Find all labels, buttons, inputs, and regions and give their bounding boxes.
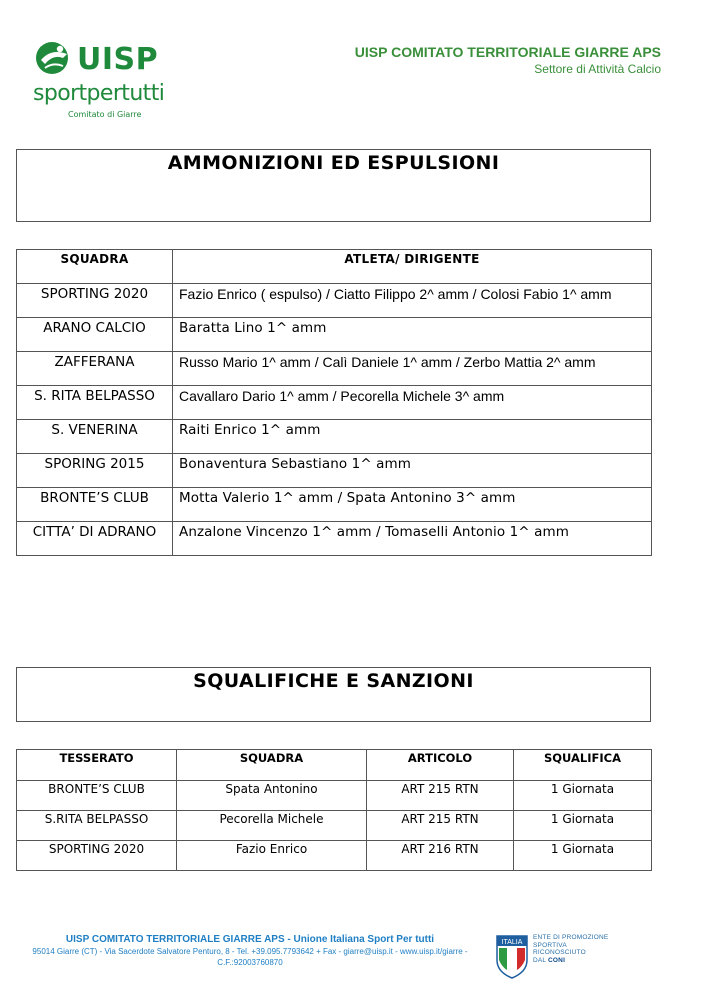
cell-team: ARANO CALCIO (17, 318, 173, 352)
cell-member: BRONTE’S CLUB (17, 781, 177, 811)
cell-athlete: Baratta Lino 1^ amm (173, 318, 652, 352)
col-header-squadra: SQUADRA (17, 250, 173, 284)
uisp-logo (33, 40, 183, 125)
col-header-squalifica: SQUALIFICA (514, 750, 652, 781)
cell-team: Pecorella Michele (177, 811, 367, 841)
org-sector: Settore di Attività Calcio (534, 62, 661, 76)
footer-tax-code: C.F.:92003760870 (217, 958, 283, 967)
cell-article: ART 216 RTN (367, 841, 514, 871)
cell-team: CITTA’ DI ADRANO (17, 522, 173, 556)
table-row (17, 841, 652, 871)
logo-caption: Comitato di Giarre (68, 110, 142, 119)
uisp-runner-icon (33, 40, 75, 76)
cell-team: SPORTING 2020 (17, 284, 173, 318)
coni-line-4-name: CONI (548, 956, 566, 964)
italia-shield-icon (495, 934, 529, 980)
coni-line-4-prefix: DAL (533, 956, 547, 964)
section-title-squalifiche: SQUALIFICHE E SANZIONI (193, 670, 474, 692)
section-title-ammonizioni: AMMONIZIONI ED ESPULSIONI (167, 152, 500, 174)
table-row (17, 284, 652, 318)
squalifiche-table (16, 749, 652, 871)
cell-athlete: Anzalone Vincenzo 1^ amm / Tomaselli Antonio 1^ amm (173, 522, 652, 556)
cell-team: S. RITA BELPASSO (17, 386, 173, 420)
table-row (17, 386, 652, 420)
coni-recognition-text (533, 934, 608, 964)
footer-address (30, 933, 470, 968)
section-title-box-ammonizioni (16, 149, 651, 222)
cell-member: SPORTING 2020 (17, 841, 177, 871)
org-title: UISP COMITATO TERRITORIALE GIARRE APS (354, 44, 661, 60)
cell-athlete: Cavallaro Dario 1^ amm / Pecorella Michele 3^ amm (173, 386, 652, 420)
ammonizioni-table (16, 249, 652, 556)
cell-athlete: Russo Mario 1^ amm / Calì Daniele 1^ amm / Zerbo Mattia 2^ amm (173, 352, 652, 386)
cell-article: ART 215 RTN (367, 811, 514, 841)
cell-team: S. VENERINA (17, 420, 173, 454)
col-header-atleta: ATLETA/ DIRIGENTE (173, 250, 652, 284)
table-row (17, 488, 652, 522)
cell-team: BRONTE’S CLUB (17, 488, 173, 522)
table-header-row (17, 750, 652, 781)
logo-uisp-text: UISP (77, 42, 159, 77)
table-row (17, 522, 652, 556)
italia-shield-label: ITALIA (501, 939, 523, 946)
col-header-squadra: SQUADRA (177, 750, 367, 781)
header-org-block (355, 44, 661, 78)
logo-sportpertutti-text: sportpertutti (33, 81, 165, 106)
cell-team: ZAFFERANA (17, 352, 173, 386)
coni-line-3: RICONOSCIUTO (533, 949, 586, 956)
cell-team: Fazio Enrico (177, 841, 367, 871)
coni-line-4 (533, 957, 608, 965)
section-title-box-squalifiche (16, 667, 651, 722)
table-row (17, 420, 652, 454)
cell-athlete: Fazio Enrico ( espulso) / Ciatto Filippo 2^ amm / Colosi Fabio 1^ amm (173, 284, 652, 318)
cell-team: Spata Antonino (177, 781, 367, 811)
footer-org-line: UISP COMITATO TERRITORIALE GIARRE APS - Unione Italiana Sport Per tutti (65, 934, 435, 945)
coni-line-2: SPORTIVA (533, 941, 567, 949)
cell-article: ART 215 RTN (367, 781, 514, 811)
cell-suspension: 1 Giornata (514, 811, 652, 841)
cell-member: S.RITA BELPASSO (17, 811, 177, 841)
cell-athlete: Motta Valerio 1^ amm / Spata Antonino 3^ amm (173, 488, 652, 522)
table-header-row (17, 250, 652, 284)
col-header-tesserato: TESSERATO (17, 750, 177, 781)
table-row (17, 318, 652, 352)
table-row (17, 352, 652, 386)
table-row (17, 454, 652, 488)
cell-suspension: 1 Giornata (514, 781, 652, 811)
coni-line-1: ENTE DI PROMOZIONE (533, 934, 609, 941)
footer-contact-line: 95014 Giarre (CT) - Via Sacerdote Salvatore Penturo, 8 - Tel. +39.095.7793642 + Fax - giarre@uisp.it - www.uisp.it/giarre - (32, 947, 468, 956)
cell-team: SPORING 2015 (17, 454, 173, 488)
cell-athlete: Raiti Enrico 1^ amm (173, 420, 652, 454)
table-row (17, 811, 652, 841)
coni-badge (495, 934, 625, 984)
table-row (17, 781, 652, 811)
cell-athlete: Bonaventura Sebastiano 1^ amm (173, 454, 652, 488)
cell-suspension: 1 Giornata (514, 841, 652, 871)
col-header-articolo: ARTICOLO (367, 750, 514, 781)
